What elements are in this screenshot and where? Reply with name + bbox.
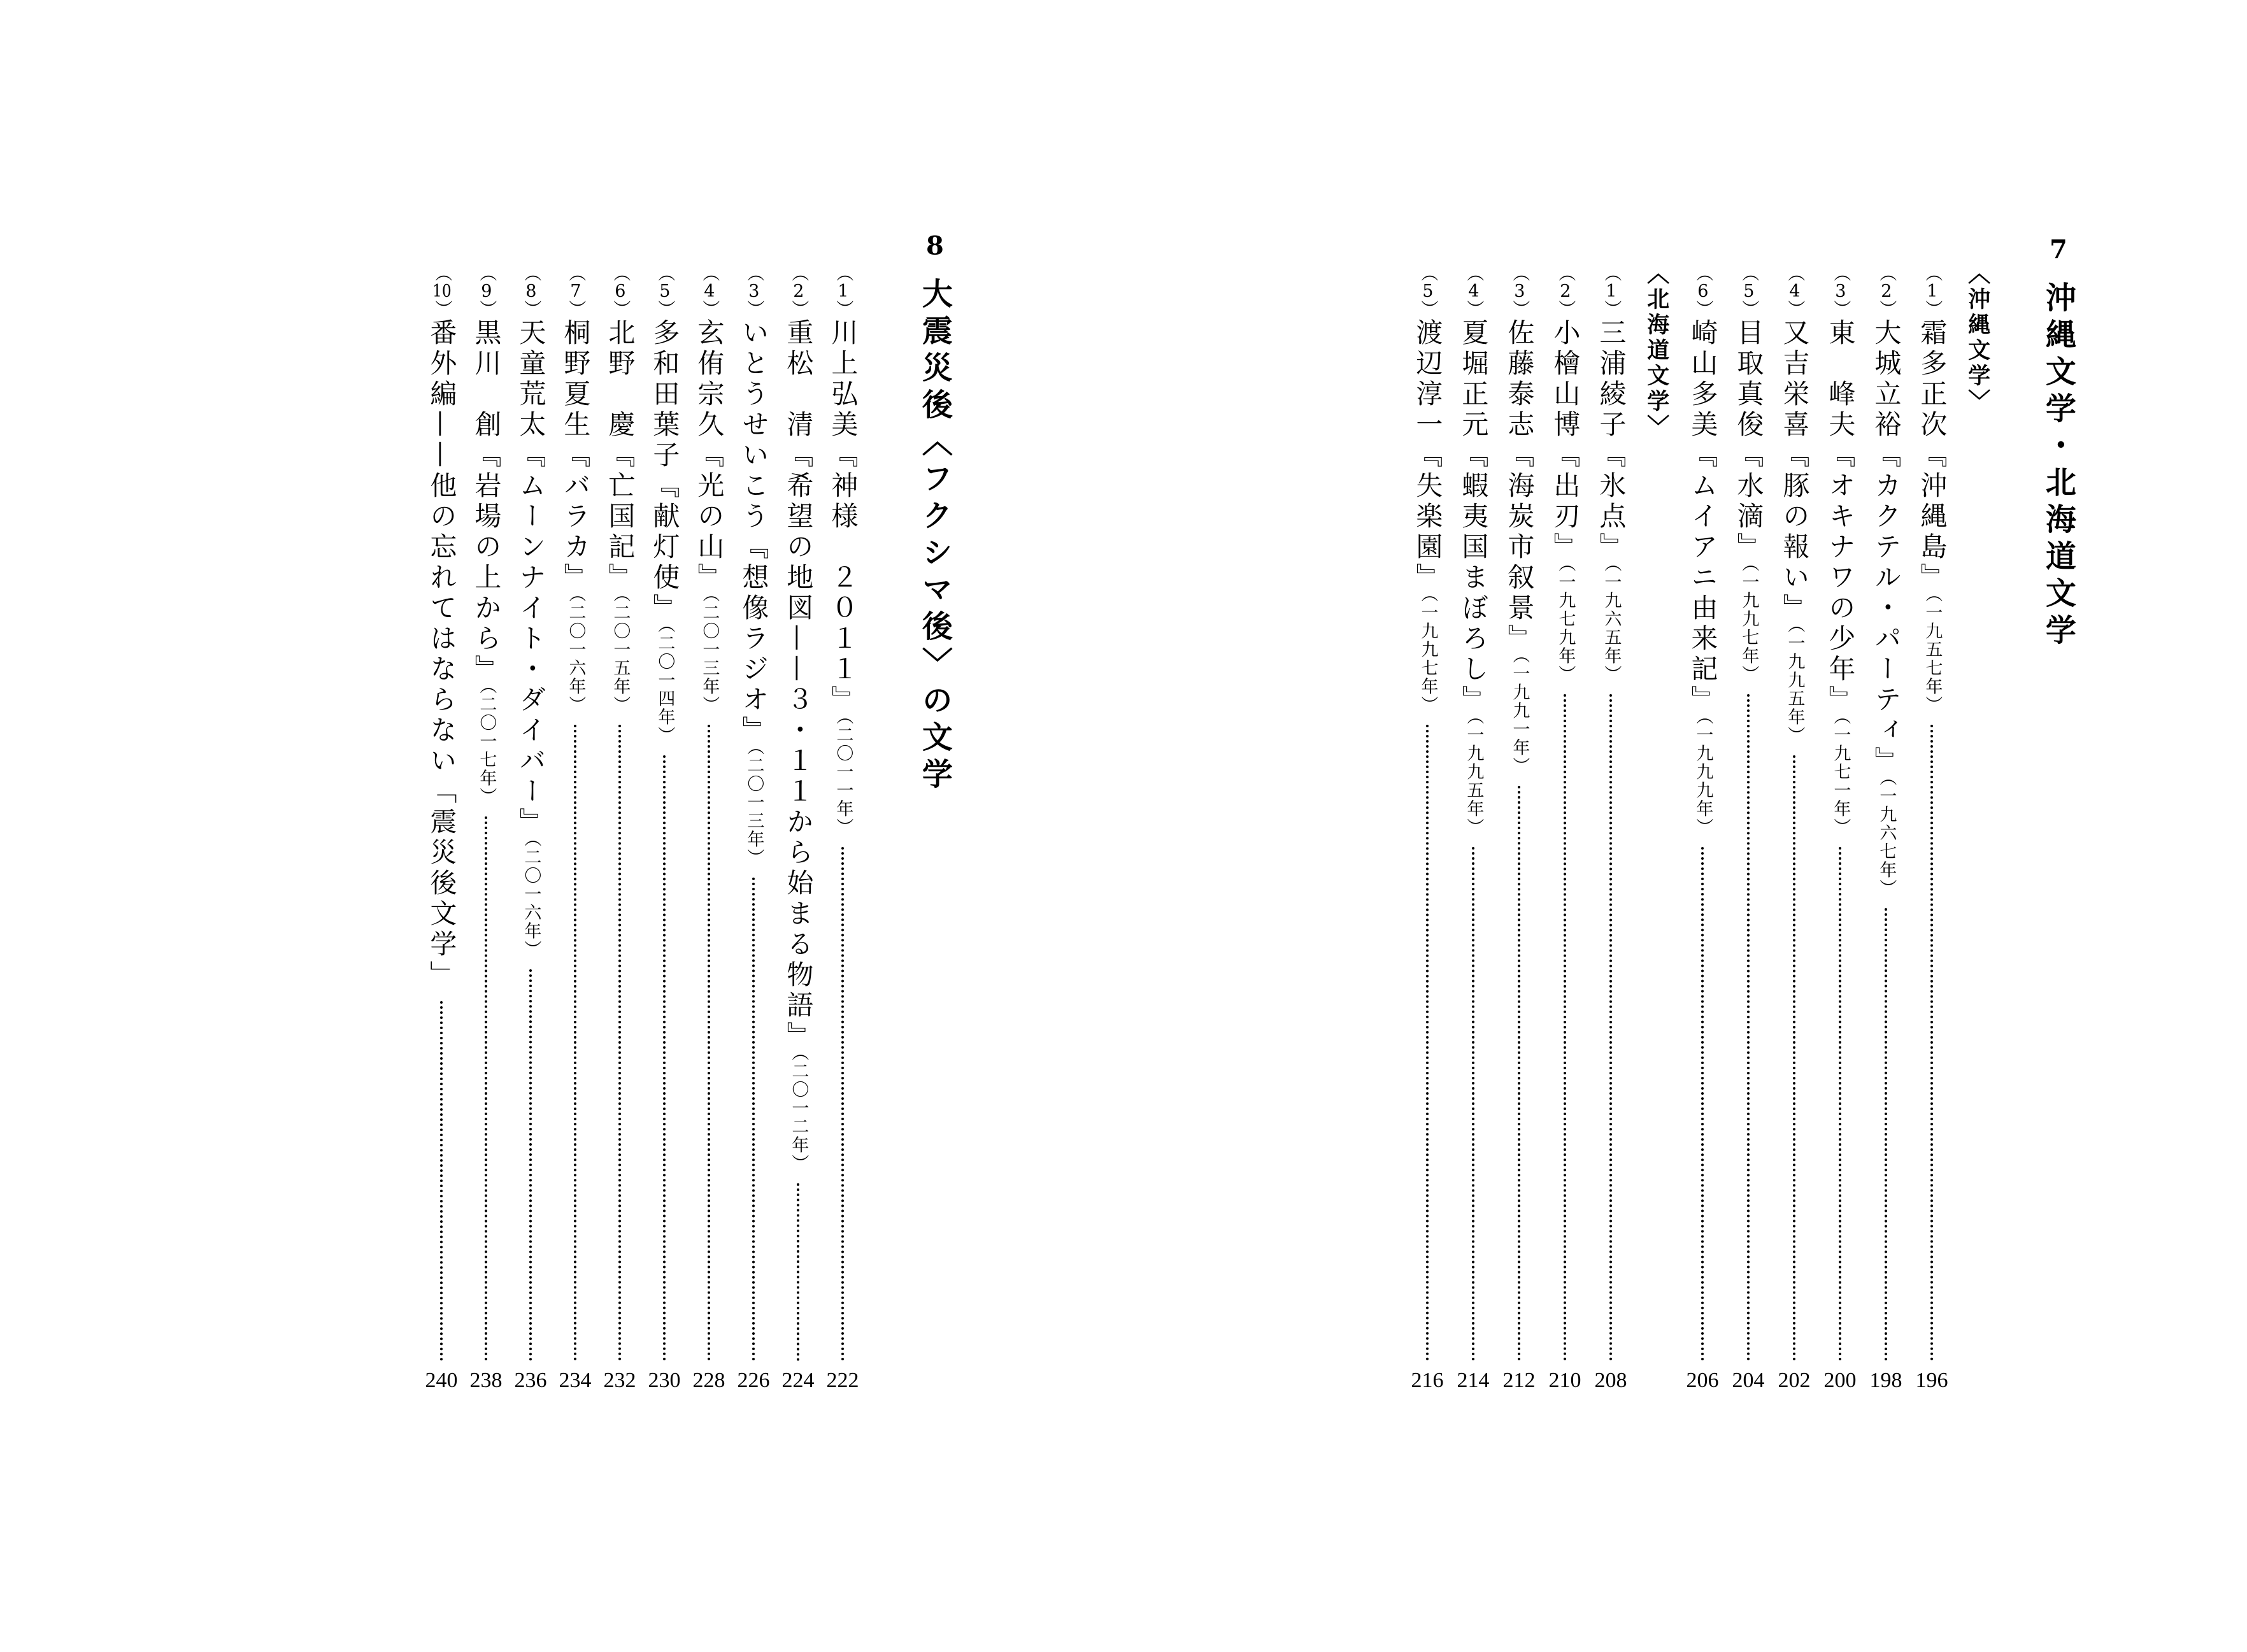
- entry-year: （一九六七年）: [1876, 777, 1897, 898]
- page-number: 226: [737, 1369, 770, 1392]
- entry-text: [1685, 264, 1721, 837]
- entry-number: （2）: [1555, 264, 1576, 318]
- page-number: 236: [514, 1369, 547, 1392]
- page-number: 210: [1548, 1369, 1581, 1392]
- entry-text: [1547, 264, 1583, 684]
- entry-number: （1）: [1601, 264, 1622, 318]
- entry-number: （5）: [1418, 264, 1438, 318]
- entry-year: （二〇一六年）: [521, 838, 541, 959]
- entry-number: （3）: [1509, 264, 1530, 318]
- entry-title: 『オキナワの少年』: [1825, 441, 1857, 716]
- entry-author: 重松 清: [783, 318, 815, 441]
- entry-author: 霜多正次: [1916, 318, 1948, 441]
- entry-number: （1）: [833, 264, 853, 318]
- entry-title: 『献灯使』: [649, 471, 681, 624]
- page-number: 228: [692, 1369, 725, 1392]
- entry-title: 『豚の報い』: [1779, 441, 1811, 624]
- entry-author: 小檜山博: [1550, 318, 1581, 441]
- dotted-leader: [485, 816, 487, 1362]
- entry-year: （一九九五年）: [1464, 716, 1484, 837]
- page-number: 240: [425, 1369, 458, 1392]
- entry-year: （二〇一二年）: [788, 1052, 809, 1173]
- entry-author: 東 峰夫: [1825, 318, 1857, 441]
- entry-author: 北野 慶: [604, 318, 636, 441]
- entry-author: 三浦綾子: [1595, 318, 1627, 441]
- section8-title-text: 大震災後〈フクシマ後〉の文学: [917, 278, 953, 795]
- entry-year: （一九五七年）: [1922, 594, 1943, 715]
- entry-text: [1730, 264, 1767, 684]
- entry-year: （一九九一年）: [1509, 655, 1530, 776]
- entry-author: 渡辺淳一: [1412, 318, 1444, 441]
- dotted-leader: [1701, 847, 1704, 1362]
- entry-text: [1914, 264, 1950, 715]
- entry-author: 桐野夏生: [560, 318, 592, 441]
- entry-number: （10）: [432, 264, 452, 318]
- entry-title: 『出刃』: [1550, 441, 1581, 563]
- entry-number: （5）: [655, 264, 675, 318]
- entry-number: （6）: [610, 264, 631, 318]
- toc-entry: [601, 264, 639, 1392]
- page-number: 222: [826, 1369, 859, 1392]
- toc-entry: [1729, 264, 1767, 1392]
- page-number: 198: [1869, 1369, 1902, 1392]
- entry-title: 『想像ラジオ』: [738, 532, 770, 746]
- group-label-text: 〈北海道文学〉: [1643, 262, 1670, 440]
- dotted-leader: [1518, 786, 1520, 1362]
- section7-columns: [1408, 264, 1997, 1392]
- page-number: 200: [1823, 1369, 1857, 1392]
- entry-title: 『神様 ２０１１』: [827, 441, 859, 716]
- toc-entry: [1408, 264, 1446, 1392]
- dotted-leader: [841, 847, 844, 1362]
- entry-title: 『蝦夷国まぼろし』: [1458, 441, 1490, 716]
- group-label-hokkaido: [1637, 264, 1676, 1392]
- page-number: 196: [1915, 1369, 1948, 1392]
- entry-author: 黒川 創: [471, 318, 503, 441]
- page-number: 230: [648, 1369, 681, 1392]
- entry-title: 『沖縄島』: [1916, 441, 1948, 594]
- entry-author: 目取真俊: [1733, 318, 1765, 441]
- entry-number: （3）: [744, 264, 764, 318]
- dotted-leader: [1747, 694, 1750, 1362]
- entry-text: [1409, 264, 1446, 715]
- entry-number: （4）: [699, 264, 720, 318]
- entry-number: （6）: [1693, 264, 1713, 318]
- section7-number: 7: [2049, 237, 2067, 262]
- entry-number: （2）: [1876, 264, 1897, 318]
- entry-author: 又吉栄喜: [1779, 318, 1811, 441]
- page-number: 238: [469, 1369, 503, 1392]
- entry-title: 『ムーンナイト・ダイバー』: [515, 441, 547, 838]
- entry-title: ——他の忘れてはならない「震災後文学」: [426, 410, 458, 991]
- entry-title: 『海炭市叙景』: [1504, 441, 1536, 655]
- entry-year: （一九七九年）: [1555, 563, 1576, 684]
- dotted-leader: [618, 725, 621, 1362]
- entry-title: 『ムイアニ由来記』: [1687, 441, 1719, 716]
- toc-entry: [1546, 264, 1584, 1392]
- dotted-leader: [797, 1183, 799, 1362]
- entry-text: [424, 264, 460, 991]
- entry-text: [691, 264, 727, 715]
- dotted-leader: [1930, 725, 1933, 1362]
- toc-entry: [556, 264, 594, 1392]
- page-number: 232: [603, 1369, 636, 1392]
- page-number: 208: [1594, 1369, 1627, 1392]
- entry-title: 『氷点』: [1595, 441, 1627, 563]
- toc-entry: [511, 264, 550, 1392]
- entry-author: 多和田葉子: [649, 318, 681, 471]
- entry-text: [736, 264, 772, 867]
- entry-title: 『バラカ』: [560, 441, 592, 594]
- entry-text: [825, 264, 861, 837]
- toc-entry: [734, 264, 773, 1392]
- section8-number: 8: [925, 233, 944, 259]
- entry-year: （二〇一五年）: [610, 594, 631, 715]
- page-number: 214: [1457, 1369, 1490, 1392]
- entry-year: （二〇一一年）: [833, 716, 853, 837]
- group-label-okinawa: [1958, 264, 1997, 1392]
- entry-number: （4）: [1464, 264, 1484, 318]
- toc-entry: [1775, 264, 1813, 1392]
- dotted-leader: [574, 725, 576, 1362]
- page-number: 202: [1778, 1369, 1811, 1392]
- entry-year: （一九六五年）: [1601, 563, 1622, 684]
- dotted-leader: [1885, 908, 1887, 1362]
- entry-author: いとうせいこう: [738, 318, 770, 532]
- toc-entry: [1821, 264, 1859, 1392]
- entry-author: 川上弘美: [827, 318, 859, 441]
- toc-entry: [779, 264, 817, 1392]
- toc-entry: [1913, 264, 1951, 1392]
- entry-title: 『カクテル・パーティ』: [1871, 441, 1902, 777]
- entry-number: （9）: [476, 264, 497, 318]
- section7-title: [2038, 237, 2078, 651]
- dotted-leader: [663, 755, 666, 1362]
- entry-text: [602, 264, 638, 715]
- entry-author: 玄侑宗久: [694, 318, 725, 441]
- dotted-leader: [1472, 847, 1474, 1362]
- entry-number: （2）: [788, 264, 809, 318]
- dotted-leader: [440, 1001, 443, 1361]
- entry-year: （一九九五年）: [1785, 624, 1805, 745]
- group-label-text: 〈沖縄文学〉: [1964, 262, 1991, 415]
- dotted-leader: [1564, 694, 1566, 1362]
- page-number: 206: [1686, 1369, 1719, 1392]
- entry-year: （二〇一四年）: [655, 624, 675, 745]
- toc-entry: [1500, 264, 1538, 1392]
- entry-text: [468, 264, 504, 806]
- dotted-leader: [708, 725, 710, 1362]
- entry-text: [557, 264, 594, 715]
- entry-number: （8）: [521, 264, 541, 318]
- entry-year: （二〇一六年）: [566, 594, 586, 715]
- section7-title-text: 沖縄文学・北海道文学: [2040, 281, 2076, 651]
- dotted-leader: [1793, 755, 1795, 1362]
- toc-entry: [467, 264, 505, 1392]
- dotted-leader: [752, 878, 755, 1362]
- dotted-leader: [1426, 725, 1429, 1362]
- entry-number: （1）: [1922, 264, 1943, 318]
- toc-entry: [824, 264, 862, 1392]
- entry-text: [1593, 264, 1629, 684]
- entry-author: 佐藤泰志: [1504, 318, 1536, 441]
- entry-text: [1455, 264, 1492, 837]
- entry-title: 『光の山』: [694, 441, 725, 594]
- entry-year: （一九九七年）: [1739, 563, 1759, 684]
- entry-text: [1501, 264, 1537, 776]
- entry-author: 大城立裕: [1871, 318, 1902, 441]
- entry-year: （二〇一三年）: [699, 594, 720, 715]
- entry-title: 『希望の地図——３・１１から始まる物語』: [783, 441, 815, 1052]
- entry-year: （二〇一七年）: [476, 685, 497, 806]
- entry-number: （5）: [1739, 264, 1759, 318]
- entry-number: （7）: [566, 264, 586, 318]
- entry-title: 『亡国記』: [604, 441, 636, 594]
- toc-entry: [1454, 264, 1492, 1392]
- toc-entry: [1867, 264, 1905, 1392]
- entry-title: 『水滴』: [1733, 441, 1765, 563]
- page-number: 224: [781, 1369, 815, 1392]
- entry-text: [513, 264, 549, 959]
- entry-text: [1776, 264, 1813, 745]
- dotted-leader: [1609, 694, 1612, 1362]
- page-number: 216: [1411, 1369, 1444, 1392]
- entry-year: （一九七一年）: [1830, 716, 1851, 837]
- toc-entry: [645, 264, 683, 1392]
- entry-year: （二〇一三年）: [744, 746, 764, 867]
- entry-author: 番外編: [426, 318, 458, 410]
- toc-entry: [422, 264, 460, 1392]
- entry-title: 『失楽園』: [1412, 441, 1444, 594]
- entry-number: （4）: [1785, 264, 1805, 318]
- entry-text: [780, 264, 817, 1173]
- section8-columns: [422, 264, 862, 1392]
- dotted-leader: [529, 969, 532, 1362]
- entry-text: [1868, 264, 1904, 898]
- page-number: 204: [1732, 1369, 1765, 1392]
- entry-number: （3）: [1830, 264, 1851, 318]
- entry-text: [646, 264, 683, 745]
- toc-entry: [1592, 264, 1630, 1392]
- dotted-leader: [1839, 847, 1841, 1362]
- entry-year: （一九九七年）: [1418, 594, 1438, 715]
- entry-title: 『岩場の上から』: [471, 441, 503, 685]
- entry-author: 天童荒太: [515, 318, 547, 441]
- page-number: 234: [559, 1369, 592, 1392]
- entry-author: 夏堀正元: [1458, 318, 1490, 441]
- entry-author: 崎山多美: [1687, 318, 1719, 441]
- section8-title: [915, 233, 954, 795]
- entry-text: [1822, 264, 1858, 837]
- toc-entry: [1683, 264, 1722, 1392]
- entry-year: （一九九九年）: [1693, 716, 1713, 837]
- page-number: 212: [1502, 1369, 1536, 1392]
- toc-entry: [690, 264, 728, 1392]
